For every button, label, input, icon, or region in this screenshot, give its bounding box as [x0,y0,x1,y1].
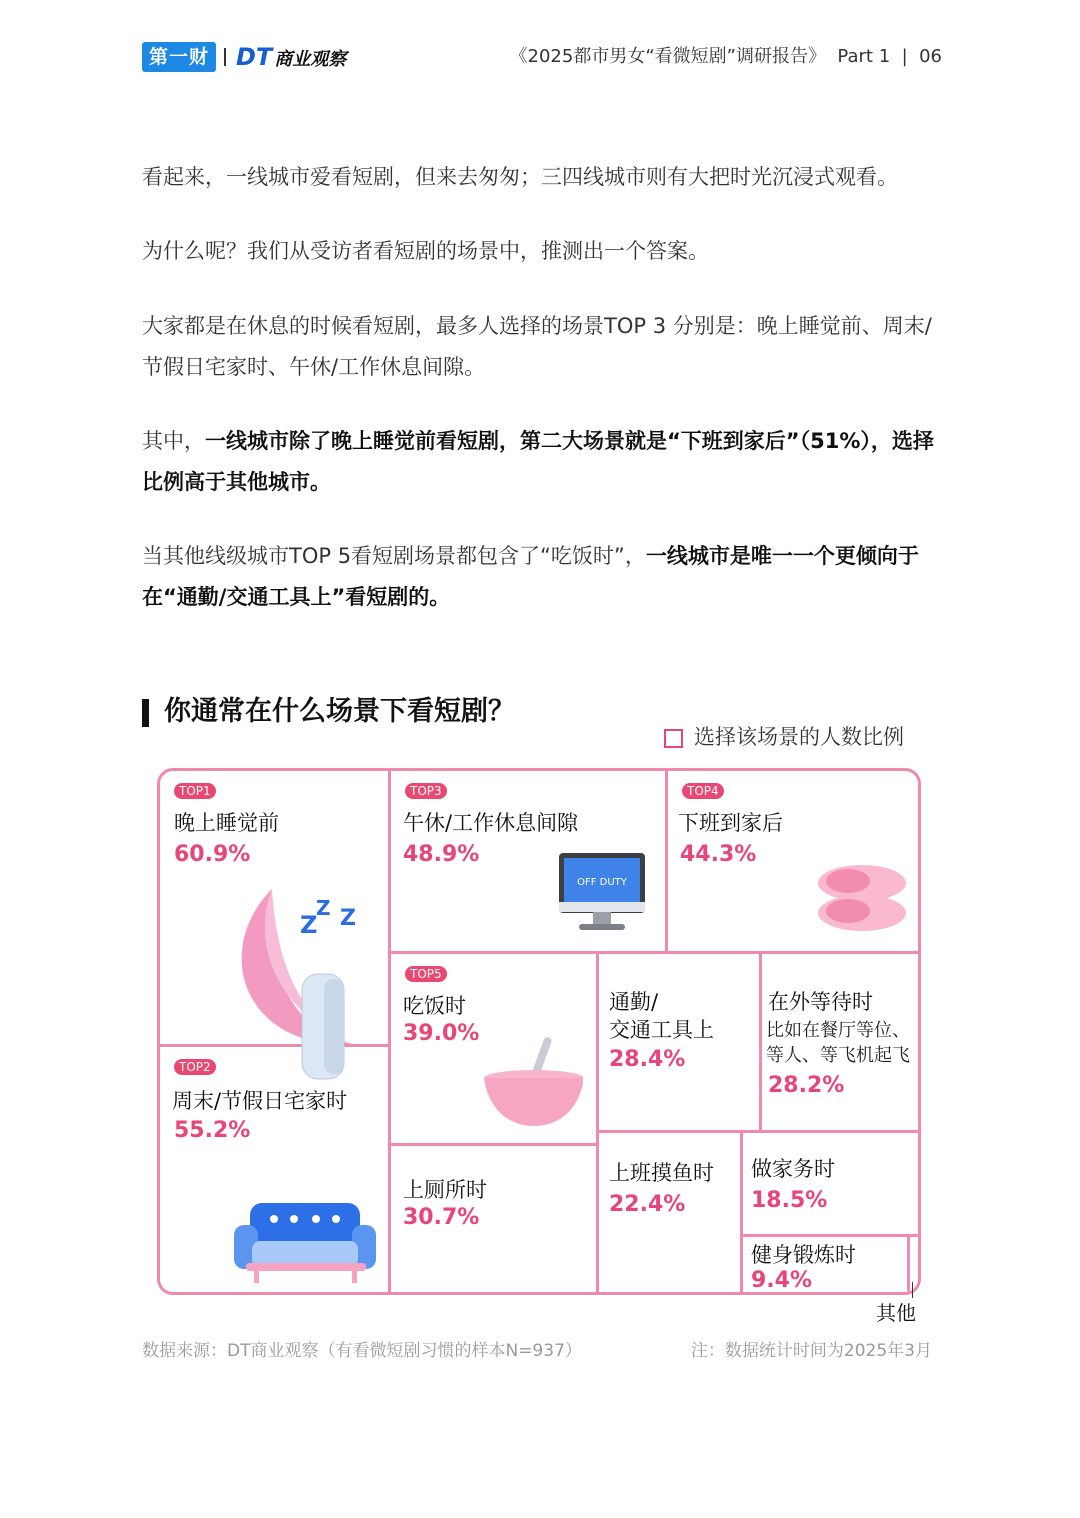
cell-label: 做家务时 [751,1157,835,1181]
cell-label: 上厕所时 [403,1178,487,1202]
treemap-cell-waiting [762,954,921,1130]
cell-label: 上班摸鱼时 [609,1161,714,1185]
data-source: 数据来源：DT商业观察（有看微短剧习惯的样本N=937） [142,1341,582,1361]
legend-swatch [664,729,683,748]
report-header-title: 《2025都市男女“看微短剧”调研报告》 Part 1 | 06 [509,46,942,67]
rank-badge: TOP5 [405,966,447,982]
scene-treemap [157,768,921,1295]
monitor-screen-text: OFF DUTY [577,877,627,888]
paragraph-4-lead: 其中， [142,429,205,453]
treemap-cell-top5 [391,954,596,1143]
legend-label: 选择该场景的人数比例 [694,725,904,749]
cell-value: 39.0% [403,1021,480,1046]
bowl-icon [479,1034,583,1134]
paragraph-4-bold: 一线城市除了晚上睡觉前看短剧，第二大场景就是“下班到家后”（51%），选择比例高于其他城市。 [142,429,934,494]
rank-badge: TOP2 [174,1059,216,1075]
treemap-cell-housework [743,1133,921,1234]
dt-logo-mark: DT [236,43,273,71]
cell-value: 9.4% [751,1268,813,1293]
treemap-cell-top3 [391,771,665,951]
cell-value: 28.2% [768,1073,845,1098]
svg-text:Z: Z [316,896,331,920]
cell-value: 30.7% [403,1205,480,1230]
treemap-cell-slacking [599,1133,740,1295]
logo-divider [224,48,226,66]
rank-badge: TOP4 [682,783,724,799]
cell-label: 下班到家后 [678,811,783,835]
cell-value: 55.2% [174,1118,251,1143]
cell-value: 18.5% [751,1188,828,1213]
section-title-bar [142,699,149,727]
yicai-logo: 第一财经 [142,42,216,72]
data-note: 注：数据统计时间为2025年3月 [690,1341,932,1361]
paragraph-3: 大家都是在休息的时候看短剧，最多人选择的场景TOP 3 分别是：晚上睡觉前、周末/节假日宅家时、午休/工作休息间隙。 [142,314,932,379]
grid-line [907,1234,910,1295]
cell-value: 22.4% [609,1192,686,1217]
dt-logo [236,42,346,72]
paragraph-5-bold: 一线城市是唯一一个更倾向于在“通勤/交通工具上”看短剧的。 [142,544,919,609]
svg-text:Z: Z [340,906,356,931]
cell-note: 比如在餐厅等位、 等人、等飞机起飞 [766,1020,910,1066]
monitor-icon [557,851,647,935]
cell-label: 通勤/ 交通工具上 [609,990,714,1042]
cell-label: 吃饭时 [403,994,466,1018]
other-callout-line [912,1282,913,1298]
cell-label: 周末/节假日宅家时 [172,1089,348,1113]
treemap-cell-toilet [391,1146,596,1295]
sofa-icon [232,1197,378,1287]
cell-value: 28.4% [609,1047,686,1072]
chart-title: 你通常在什么场景下看短剧？ [164,696,515,727]
treemap-cell-commute [599,954,759,1130]
cell-label: 健身锻炼时 [751,1243,856,1267]
cell-value: 60.9% [174,842,251,867]
cell-value: 44.3% [680,842,757,867]
cell-label: 午休/工作休息间隙 [403,811,579,835]
dt-logo-text: 商业观察 [274,49,347,70]
treemap-cell-exercise [743,1237,907,1295]
paragraph-1: 看起来，一线城市爱看短剧，但来去匆匆；三四线城市则有大把时光沉浸式观看。 [142,165,898,189]
paragraph-5-lead: 当其他线级城市TOP 5看短剧场景都包含了“吃饭时”， [142,544,646,568]
treemap-cell-top4 [668,771,921,951]
treemap-cell-top2 [160,1047,388,1295]
cell-label: 晚上睡觉前 [174,811,279,835]
slippers-icon [814,859,910,939]
rank-badge: TOP1 [174,783,216,799]
paragraph-5 [142,536,942,618]
cell-value: 48.9% [403,842,480,867]
paragraph-4 [142,421,942,503]
other-label: 其他 [876,1301,916,1325]
svg-text:Z: Z [300,911,318,939]
cell-label: 在外等待时 [768,990,873,1014]
rank-badge: TOP3 [405,783,447,799]
paragraph-2: 为什么呢？我们从受访者看短剧的场景中，推测出一个答案。 [142,239,709,263]
